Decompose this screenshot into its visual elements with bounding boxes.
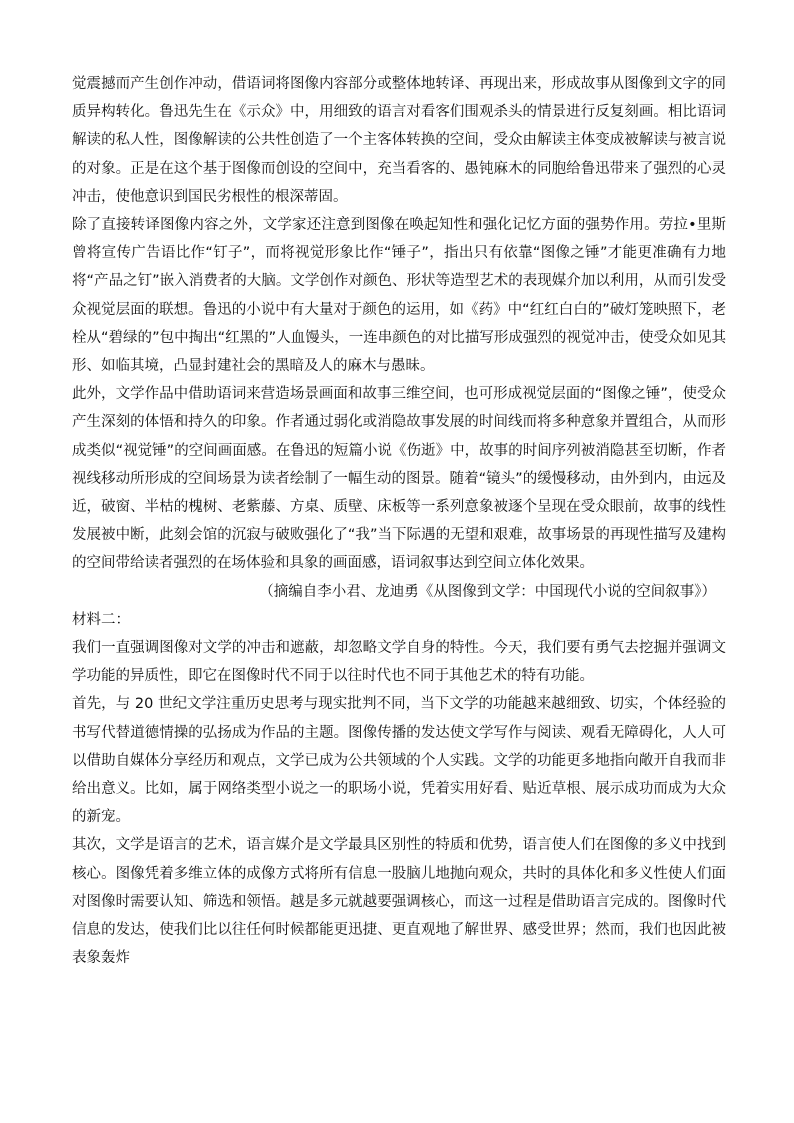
paragraph-1: 觉震撼而产生创作冲动，借语词将图像内容部分或整体地转译、再现出来，形成故事从图像到文字的同质异构转化。鲁迅先生在《示众》中，用细致的语言对看客们围观杀头的情景进行反复刻画。相比语词解读的私人性，图像解读的公共性创造了一个主客体转换的空间，受众由解读主体变成被解读与被言说的对象。正是在这个基于图像而创设的空间中，充当看客的、愚钝麻木的同胞给鲁迅带来了强烈的心灵冲击，使他意识到国民劣根性的根深蒂固。	[72, 76, 726, 205]
paragraph-6: 其次，文学是语言的艺术，语言媒介是文学最具区别性的特质和优势，语言使人们在图像的多义中找到核心。图像凭着多维立体的成像方式将所有信息一股脑儿地抛向观众，共时的具体化和多义性使人们面对图像时需要认知、筛选和领悟。越是多元就越要强调核心，而这一过程是借助语言完成的。图像时代信息的发达，使我们比以往任何时候都能更迅捷、更直观地了解世界、感受世界；然而，我们也因此被表象轰炸	[72, 837, 726, 967]
paragraph-4: 我们一直强调图像对文学的冲击和遮蔽，却忽略文学自身的特性。今天，我们要有勇气去挖掘并强调文学功能的异质性，即它在图像时代不同于以往时代也不同于其他艺术的特有功能。	[72, 640, 726, 685]
document-body	[72, 70, 726, 973]
material-label: 材料二：	[72, 611, 130, 628]
paragraph-5: 首先，与 20 世纪文学注重历史思考与现实批判不同，当下文学的功能越来越细致、切实，个体经验的书写代替道德情操的弘扬成为作品的主题。图像传播的发达使文学写作与阅读、观看无障碍化，人人可以借助自媒体分享经历和观点，文学已成为公共领域的个人实践。文学的功能更多地指向敞开自我而非给出意义。比如，属于网络类型小说之一的职场小说，凭着实用好看、贴近草根、展示成功而成为大众的新宠。	[72, 696, 726, 826]
citation: （摘编自李小君、龙迪勇《从图像到文学：中国现代小说的空间叙事》）	[259, 583, 716, 600]
paragraph-3: 此外，文学作品中借助语词来营造场景画面和故事三维空间，也可形成视觉层面的“图像之锤”，使受众产生深刻的体悟和持久的印象。作者通过弱化或消隐故事发展的时间线而将多种意象并置组合，从而形成类似“视觉锤”的空间画面感。在鲁迅的短篇小说《伤逝》中，故事的时间序列被消隐甚至切断，作者视线移动所形成的空间场景为读者绘制了一幅生动的图景。随着“镜头”的缓慢移动，由外到内，由远及近，破窗、半枯的槐树、老紫藤、方桌、质壁、床板等一系列意象被逐个呈现在受众眼前，故事的线性发展被中断，此刻会馆的沉寂与破败强化了“我”当下际遇的无望和艰难，故事场景的再现性描写及建构的空间带给读者强烈的在场体验和具象的画面感，语词叙事达到空间立体化效果。	[72, 386, 726, 572]
paragraph-2: 除了直接转译图像内容之外，文学家还注意到图像在唤起知性和强化记忆方面的强势作用。劳拉•里斯曾将宣传广告语比作“钉子”，而将视觉形象比作“锤子”，指出只有依靠“图像之锤”才能更准确有力地将“产品之钉”嵌入消费者的大脑。文学创作对颜色、形状等造型艺术的表现媒介加以利用，从而引发受众视觉层面的联想。鲁迅的小说中有大量对于颜色的运用，如《药》中“红红白白的”破灯笼映照下，老栓从“碧绿的”包中掏出“红黑的”人血馒头，一连串颜色的对比描写形成强烈的视觉冲击，使受众如见其形、如临其境，凸显封建社会的黑暗及人的麻木与愚昧。	[72, 217, 726, 375]
